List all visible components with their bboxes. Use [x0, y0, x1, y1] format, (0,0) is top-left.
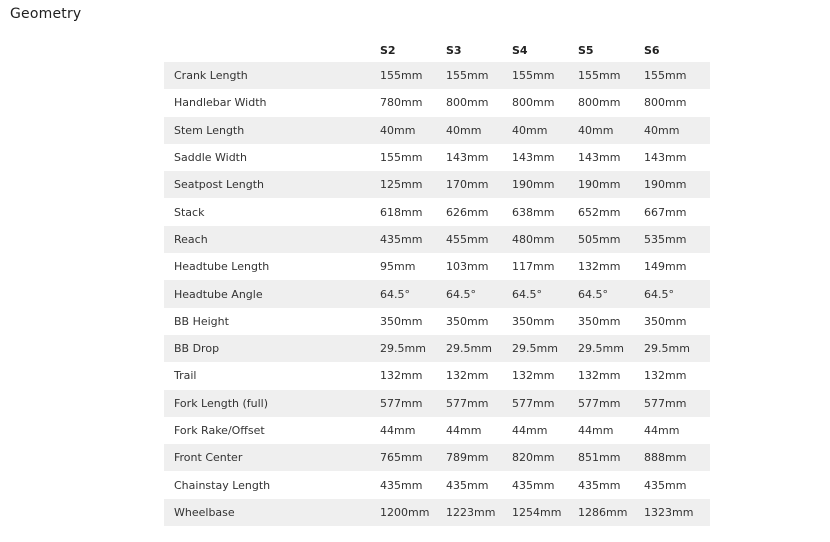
value-cell: 132mm: [578, 260, 621, 274]
geometry-table: [164, 39, 710, 526]
value-cell: 143mm: [512, 151, 555, 165]
size-header-s2: S2: [380, 44, 396, 57]
row-label: Reach: [164, 226, 380, 253]
row-label: Handlebar Width: [174, 96, 267, 110]
table-row: [164, 390, 710, 417]
size-header-s5: S5: [578, 44, 594, 57]
value-cell: 44mm: [644, 424, 680, 437]
value-cell: 40mm: [512, 117, 578, 144]
value-cell: 64.5°: [512, 280, 578, 307]
value-cell: 435mm: [380, 226, 446, 253]
value-cell: 435mm: [578, 478, 621, 492]
table-row: [164, 444, 710, 471]
value-cell: 455mm: [446, 226, 512, 253]
value-cell: 64.5°: [578, 280, 644, 307]
row-label: Headtube Angle: [164, 280, 380, 307]
row-label: Fork Rake/Offset: [174, 424, 265, 437]
value-cell: 350mm: [644, 314, 687, 328]
value-cell: 820mm: [512, 444, 578, 471]
row-label: BB Height: [174, 314, 229, 328]
value-cell: 155mm: [380, 62, 446, 89]
value-cell: 155mm: [644, 62, 710, 89]
table-row: [164, 308, 710, 335]
value-cell: 350mm: [512, 314, 555, 328]
row-label: Seatpost Length: [164, 171, 380, 198]
value-cell: 780mm: [380, 96, 423, 110]
value-cell: 40mm: [380, 117, 446, 144]
value-cell: 435mm: [512, 478, 555, 492]
value-cell: 350mm: [380, 314, 423, 328]
table-row: [164, 335, 710, 362]
header-row: [164, 39, 710, 62]
value-cell: 40mm: [578, 117, 644, 144]
value-cell: 103mm: [446, 260, 489, 274]
value-cell: 132mm: [644, 369, 687, 383]
table-row: [164, 171, 710, 198]
row-label: Fork Length (full): [164, 390, 380, 417]
value-cell: 132mm: [578, 369, 621, 383]
value-cell: 155mm: [512, 62, 578, 89]
value-cell: 435mm: [380, 478, 423, 492]
table-row: [164, 62, 710, 89]
value-cell: 800mm: [644, 96, 687, 110]
value-cell: 638mm: [512, 205, 555, 219]
value-cell: 888mm: [644, 444, 710, 471]
value-cell: 125mm: [380, 171, 446, 198]
table-row: [164, 499, 710, 526]
geometry-table-header: [164, 39, 710, 62]
value-cell: 117mm: [512, 260, 555, 274]
value-cell: 350mm: [578, 314, 621, 328]
value-cell: 29.5mm: [644, 335, 710, 362]
value-cell: 44mm: [446, 424, 482, 437]
value-cell: 789mm: [446, 444, 512, 471]
value-cell: 132mm: [380, 369, 423, 383]
value-cell: 29.5mm: [380, 335, 446, 362]
row-label: Stack: [174, 205, 205, 219]
table-row: [164, 89, 710, 116]
value-cell: 1223mm: [446, 499, 512, 526]
value-cell: 577mm: [512, 390, 578, 417]
value-cell: 1200mm: [380, 499, 446, 526]
table-row: [164, 144, 710, 171]
value-cell: 577mm: [380, 390, 446, 417]
table-row: [164, 198, 710, 225]
value-cell: 480mm: [512, 226, 578, 253]
value-cell: 143mm: [446, 151, 489, 165]
value-cell: 626mm: [446, 205, 489, 219]
size-header-s4: S4: [512, 44, 528, 57]
value-cell: 800mm: [512, 96, 555, 110]
geometry-table-body: [164, 62, 710, 526]
value-cell: 143mm: [578, 151, 621, 165]
value-cell: 851mm: [578, 444, 644, 471]
table-row: [164, 362, 710, 389]
value-cell: 577mm: [578, 390, 644, 417]
table-row: [164, 117, 710, 144]
table-row: [164, 417, 710, 444]
page-title: Geometry: [10, 6, 82, 22]
table-row: [164, 280, 710, 307]
value-cell: 132mm: [446, 369, 489, 383]
row-label: Saddle Width: [174, 151, 247, 165]
value-cell: 132mm: [512, 369, 555, 383]
row-label: Chainstay Length: [174, 478, 271, 492]
value-cell: 1323mm: [644, 499, 710, 526]
size-header-s3: S3: [446, 44, 462, 57]
row-label: Wheelbase: [164, 499, 380, 526]
value-cell: 155mm: [380, 151, 423, 165]
value-cell: 667mm: [644, 205, 687, 219]
value-cell: 170mm: [446, 171, 512, 198]
value-cell: 64.5°: [380, 280, 446, 307]
table-row: [164, 253, 710, 280]
value-cell: 652mm: [578, 205, 621, 219]
value-cell: 40mm: [644, 117, 710, 144]
value-cell: 800mm: [446, 96, 489, 110]
value-cell: 29.5mm: [512, 335, 578, 362]
value-cell: 95mm: [380, 260, 416, 274]
value-cell: 143mm: [644, 151, 687, 165]
row-label: Stem Length: [164, 117, 380, 144]
size-header-s6: S6: [644, 44, 660, 57]
value-cell: 435mm: [644, 478, 687, 492]
value-cell: 535mm: [644, 226, 710, 253]
table-row: [164, 226, 710, 253]
value-cell: 190mm: [644, 171, 710, 198]
row-label: Crank Length: [164, 62, 380, 89]
value-cell: 1286mm: [578, 499, 644, 526]
value-cell: 1254mm: [512, 499, 578, 526]
value-cell: 155mm: [578, 62, 644, 89]
value-cell: 577mm: [446, 390, 512, 417]
value-cell: 44mm: [578, 424, 614, 437]
value-cell: 29.5mm: [578, 335, 644, 362]
value-cell: 800mm: [578, 96, 621, 110]
value-cell: 350mm: [446, 314, 489, 328]
row-label: Trail: [174, 369, 197, 383]
header-corner-cell: [164, 39, 380, 62]
value-cell: 149mm: [644, 260, 687, 274]
row-label: BB Drop: [164, 335, 380, 362]
value-cell: 44mm: [512, 424, 548, 437]
value-cell: 618mm: [380, 205, 423, 219]
value-cell: 155mm: [446, 62, 512, 89]
value-cell: 44mm: [380, 424, 416, 437]
value-cell: 190mm: [578, 171, 644, 198]
value-cell: 64.5°: [644, 280, 710, 307]
value-cell: 64.5°: [446, 280, 512, 307]
value-cell: 765mm: [380, 444, 446, 471]
row-label: Headtube Length: [174, 260, 270, 274]
value-cell: 40mm: [446, 117, 512, 144]
value-cell: 29.5mm: [446, 335, 512, 362]
table-row: [164, 471, 710, 498]
value-cell: 577mm: [644, 390, 710, 417]
row-label: Front Center: [164, 444, 380, 471]
value-cell: 435mm: [446, 478, 489, 492]
value-cell: 190mm: [512, 171, 578, 198]
value-cell: 505mm: [578, 226, 644, 253]
